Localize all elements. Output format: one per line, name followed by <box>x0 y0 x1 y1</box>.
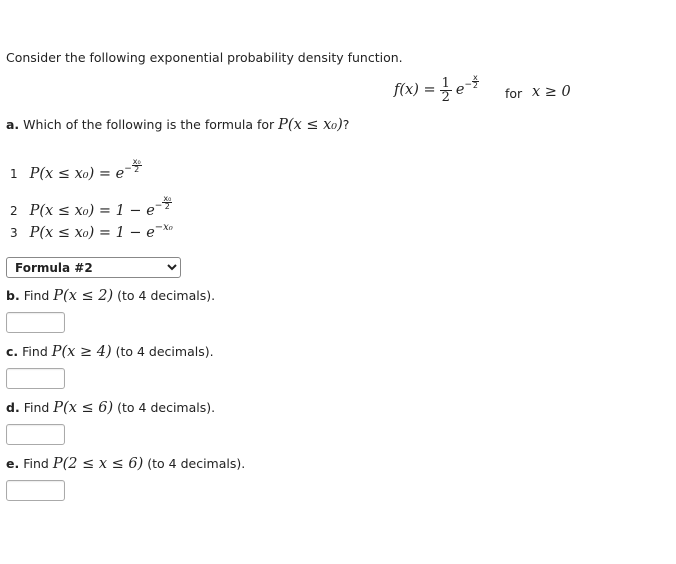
formula-option-2: 2 P(x ≤ x₀) = 1 − e− $\frac{\text{x₀}}{2}$ <box>10 194 172 219</box>
option-number: 1 <box>10 167 18 181</box>
option-exp-num: x₀ <box>132 157 141 166</box>
option-exp-den: 2 <box>134 165 140 174</box>
option-exponent <box>132 158 142 173</box>
part-c-question <box>6 344 214 360</box>
option-number: 3 <box>10 226 18 240</box>
pdf-condition: for <box>505 86 523 101</box>
part-b-expr: P(x ≤ 2) <box>53 288 114 304</box>
part-e-expr: P(2 ≤ x ≤ 6) <box>52 456 144 472</box>
part-d-letter: d. <box>6 400 20 415</box>
part-d-expr: P(x ≤ 6) <box>53 400 114 416</box>
part-d-prefix: Find <box>23 400 50 415</box>
option-exp-den: 2 <box>164 202 170 211</box>
option-lhs: P(x ≤ x₀) = 1 − e <box>29 203 155 219</box>
part-b-answer-input[interactable] <box>6 312 65 333</box>
part-b-prefix: Find <box>23 288 50 303</box>
part-b-question <box>6 288 215 304</box>
part-a-qmark: ? <box>342 117 350 132</box>
part-d-question <box>6 400 215 416</box>
part-c-suffix: (to 4 decimals). <box>115 344 214 359</box>
formula-select[interactable] <box>6 257 181 278</box>
part-e-letter: e. <box>6 456 20 471</box>
part-b-letter: b. <box>6 288 20 303</box>
option-exponent: −x₀ <box>154 222 173 233</box>
intro-text: Consider the following exponential probability density function. <box>6 50 403 65</box>
part-e-prefix: Find <box>23 456 49 471</box>
part-a-text: Which of the following is the formula for <box>23 117 275 132</box>
pdf-domain: x ≥ 0 <box>532 84 571 100</box>
option-exponent <box>162 195 172 210</box>
pdf-coef-num: 1 <box>441 76 450 91</box>
part-a-prob: P(x ≤ x₀) <box>278 117 343 133</box>
part-e-question <box>6 456 245 472</box>
part-e-answer-input[interactable] <box>6 480 65 501</box>
part-a-letter: a. <box>6 117 20 132</box>
pdf-exp-den: 2 <box>472 81 478 90</box>
pdf-exponent <box>472 74 479 89</box>
pdf-formula: f(x) = $\frac{1}{2}$ e− $\frac{x}{2}$ <box>394 73 478 105</box>
part-b-suffix: (to 4 decimals). <box>117 288 216 303</box>
part-c-expr: P(x ≥ 4) <box>51 344 112 360</box>
option-lhs: P(x ≤ x₀) = e <box>29 166 125 182</box>
formula-dropdown-wrapper <box>6 257 181 278</box>
formula-option-3 <box>10 222 173 241</box>
part-e-suffix: (to 4 decimals). <box>147 456 246 471</box>
formula-option-1: 1 P(x ≤ x₀) = e− $\frac{\text{x₀}}{2}$ <box>10 157 141 182</box>
pdf-coef-den: 2 <box>441 90 450 105</box>
option-exp-num: x₀ <box>163 194 172 203</box>
pdf-base: e <box>455 82 465 98</box>
part-a-question <box>6 117 349 133</box>
part-c-letter: c. <box>6 344 19 359</box>
part-c-prefix: Find <box>22 344 48 359</box>
pdf-lhs: f(x) = <box>394 82 436 98</box>
pdf-exp-num: x <box>473 73 478 82</box>
pdf-coefficient <box>440 77 452 104</box>
option-number: 2 <box>10 204 18 218</box>
part-c-answer-input[interactable] <box>6 368 65 389</box>
part-d-answer-input[interactable] <box>6 424 65 445</box>
option-lhs: P(x ≤ x₀) = 1 − e <box>29 225 155 241</box>
part-d-suffix: (to 4 decimals). <box>117 400 216 415</box>
